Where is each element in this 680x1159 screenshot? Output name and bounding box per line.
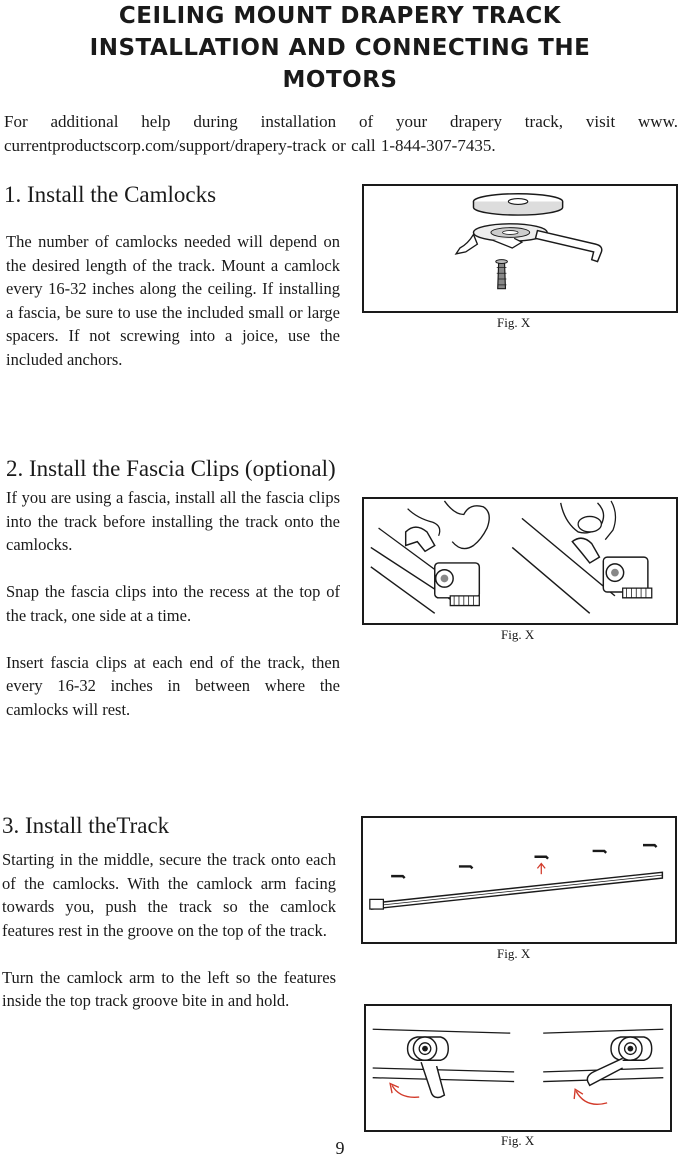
figure-camlock-turn: [364, 1004, 672, 1132]
step-3-paragraph-2: Turn the camlock arm to the left so the features inside the top track groove bite in and hold.: [2, 967, 336, 1010]
step-2-text: [6, 486, 340, 721]
camlock-turn-illustration: [366, 1006, 670, 1130]
step-2-heading: 2. Install the Fascia Clips (optional): [6, 456, 336, 481]
page-title: [0, 0, 680, 96]
step-3-text: [2, 848, 336, 1013]
step-2-paragraph-3: Insert fascia clips at each end of the track, then every 16-32 inches in between where the camlocks will rest.: [6, 652, 340, 719]
step-3-heading: 3. Install theTrack: [2, 813, 170, 838]
figure-camlock: [362, 184, 678, 313]
figure-camlock-caption: Fig. X: [497, 315, 531, 330]
camlock-illustration: [364, 186, 676, 311]
step-1-paragraph-1: The number of camlocks needed will depend on the desired length of the track. Mount a camlock every 16-32 inches along the ceiling. If installing a fascia, be sure to use the included small or large spacers. If not screwing into a joice, use the included anchors.: [6, 232, 340, 369]
track-overview-illustration: [363, 818, 675, 942]
step-3-paragraph-1: Starting in the middle, secure the track onto each of the camlocks. With the camlock arm facing towards you, push the track so the camlock features rest in the groove on the top of the track.: [2, 850, 336, 940]
figure-track-overview-caption: Fig. X: [497, 946, 531, 961]
step-1-text: [6, 230, 340, 371]
figure-camlock-turn-caption: Fig. X: [501, 1133, 535, 1148]
page-title-line-2: INSTALLATION AND CONNECTING THE: [89, 35, 591, 61]
step-1-heading: 1. Install the Camlocks: [4, 182, 217, 207]
figure-track-overview: [361, 816, 677, 944]
figure-fascia-clips: [362, 497, 678, 625]
page-title-line-3: MOTORS: [282, 67, 398, 93]
intro-paragraph: For additional help during installation of your drapery track, visit www. currentproductscorp.com/support/drapery-track or call 1-844-307-7435.: [4, 112, 678, 155]
step-2-paragraph-2: Snap the fascia clips into the recess at the top of the track, one side at a time.: [6, 582, 340, 625]
step-2-paragraph-1: If you are using a fascia, install all the fascia clips into the track before installing the track onto the camlocks.: [6, 488, 340, 554]
fascia-clip-illustration: [364, 499, 676, 623]
page-title-line-1: CEILING MOUNT DRAPERY TRACK: [118, 3, 562, 29]
figure-fascia-clips-caption: Fig. X: [501, 627, 535, 642]
page-number: 9: [335, 1138, 345, 1158]
